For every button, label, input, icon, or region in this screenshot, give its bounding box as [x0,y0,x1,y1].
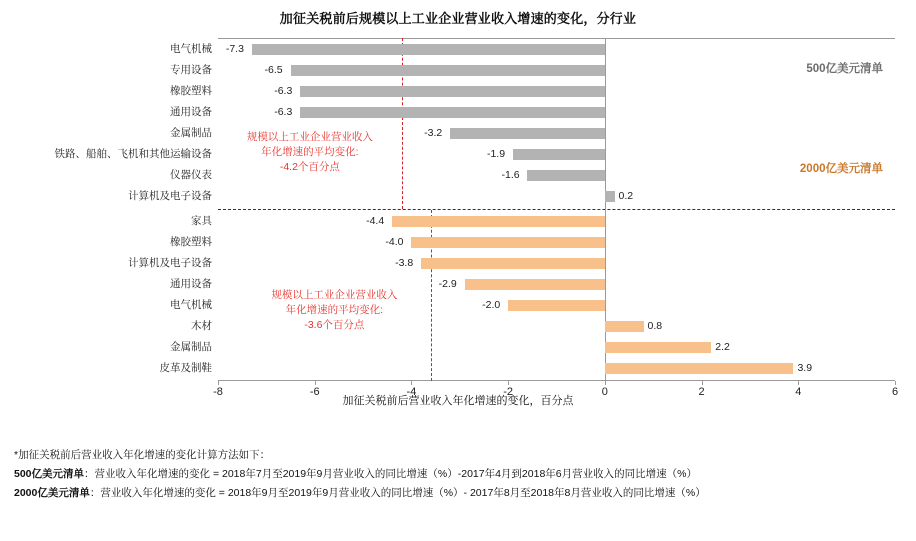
bar-value-label: -2.9 [438,278,457,290]
bar-value-label: -1.9 [486,148,506,160]
bar-value-label: 0.8 [647,320,663,332]
bar [605,363,794,374]
category-label: 金属制品 [170,127,212,139]
category-label: 铁路、船舶、飞机和其他运输设备 [54,148,212,160]
panel-tag: 2000亿美元清单 [799,163,883,175]
category-label: 通用设备 [170,106,212,118]
category-label: 计算机及电子设备 [128,190,212,202]
bar-value-label: 2.2 [715,341,730,353]
x-tick-label: -8 [213,386,223,398]
bar-value-label: -4.0 [385,236,404,248]
footnote-2-text: ：营业收入年化增速的变化 = 2018年7月至2019年9月营业收入的同比增速（%）-2017年4月到2018年6月营业收入的同比增速（%） [84,468,697,480]
bar-value-label: 0.2 [618,190,634,202]
x-tick-label: 2 [698,386,705,398]
category-label: 家具 [191,215,212,227]
average-reference-line [402,38,403,209]
footnote-3-text: ：营业收入年化增速的变化 = 2018年9月至2019年9月营业收入的同比增速（%）- 2017年8月至2018年8月营业收入的同比增速（%） [89,487,706,499]
category-label: 仪器仪表 [170,169,212,181]
category-label: 专用设备 [170,64,212,76]
annotation-line: 规模以上工业企业营业收入 [271,289,398,301]
category-label: 橡胶塑料 [170,236,212,248]
footnote-line-3 [14,484,904,503]
bar [605,191,615,202]
x-tick-label: -2 [503,386,514,398]
bar-value-label: -7.3 [225,43,244,55]
bar [450,128,605,139]
bar [527,170,604,181]
x-tick [702,381,703,385]
footnote-3-key: 2000亿美元清单 [14,487,90,499]
panel-tag: 500亿美元清单 [806,63,883,75]
category-label: 橡胶塑料 [170,85,212,97]
bar-value-label: -3.2 [424,127,443,139]
footnotes [14,446,904,503]
bar-value-label: -4.4 [366,215,385,227]
x-tick-label: -4 [406,386,417,398]
category-label: 皮革及制鞋 [159,362,212,374]
category-label: 通用设备 [170,278,212,290]
bar-value-label: -6.5 [264,64,283,76]
bar-value-label: -6.3 [274,85,293,97]
annotation-line: 年化增速的平均变化: [261,146,359,158]
x-tick-label: 0 [601,386,608,398]
x-tick [605,381,606,385]
x-tick [798,381,799,385]
bar [605,321,644,332]
bar [508,300,605,311]
bar [411,237,604,248]
category-label: 计算机及电子设备 [128,257,212,269]
footnote-line-2 [14,465,904,484]
bar [300,107,605,118]
bar-value-label: 3.9 [797,362,813,374]
x-tick [218,381,219,385]
annotation-line: 规模以上工业企业营业收入 [246,131,373,143]
bar-value-label: -3.8 [395,257,414,269]
footnote-2-key: 500亿美元清单 [14,468,85,480]
x-tick [411,381,412,385]
bar-value-label: -2.0 [482,299,501,311]
bar [392,216,605,227]
bar [291,65,605,76]
category-label: 电气机械 [170,299,212,311]
average-annotation [218,130,402,175]
bar [300,86,605,97]
average-annotation [228,288,441,333]
bar [252,44,605,55]
bar [513,149,605,160]
plot-area [218,38,895,381]
x-tick [508,381,509,385]
x-tick [315,381,316,385]
annotation-line: -3.6个百分点 [304,319,365,331]
category-label: 木材 [191,320,212,332]
panel-divider [218,209,895,210]
annotation-line: 年化增速的平均变化: [285,304,384,316]
bar-value-label: -1.6 [501,169,520,181]
category-label: 金属制品 [170,341,212,353]
x-tick [895,381,896,385]
category-label: 电气机械 [170,43,212,55]
bar [465,279,605,290]
chart-title: 加征关税前后规模以上工业企业营业收入增速的变化，分行业 [279,11,637,26]
bar [421,258,605,269]
x-axis-title: 加征关税前后营业收入年化增速的变化，百分点 [342,395,574,407]
bar-value-label: -6.3 [274,106,293,118]
x-tick-label: 6 [891,386,899,398]
x-tick-label: -6 [309,386,320,398]
annotation-line: -4.2个百分点 [279,161,340,173]
x-tick-label: 4 [795,386,802,398]
bar [605,342,711,353]
footnote-line-1: *加征关税前后营业收入年化增速的变化计算方法如下： [14,449,271,461]
